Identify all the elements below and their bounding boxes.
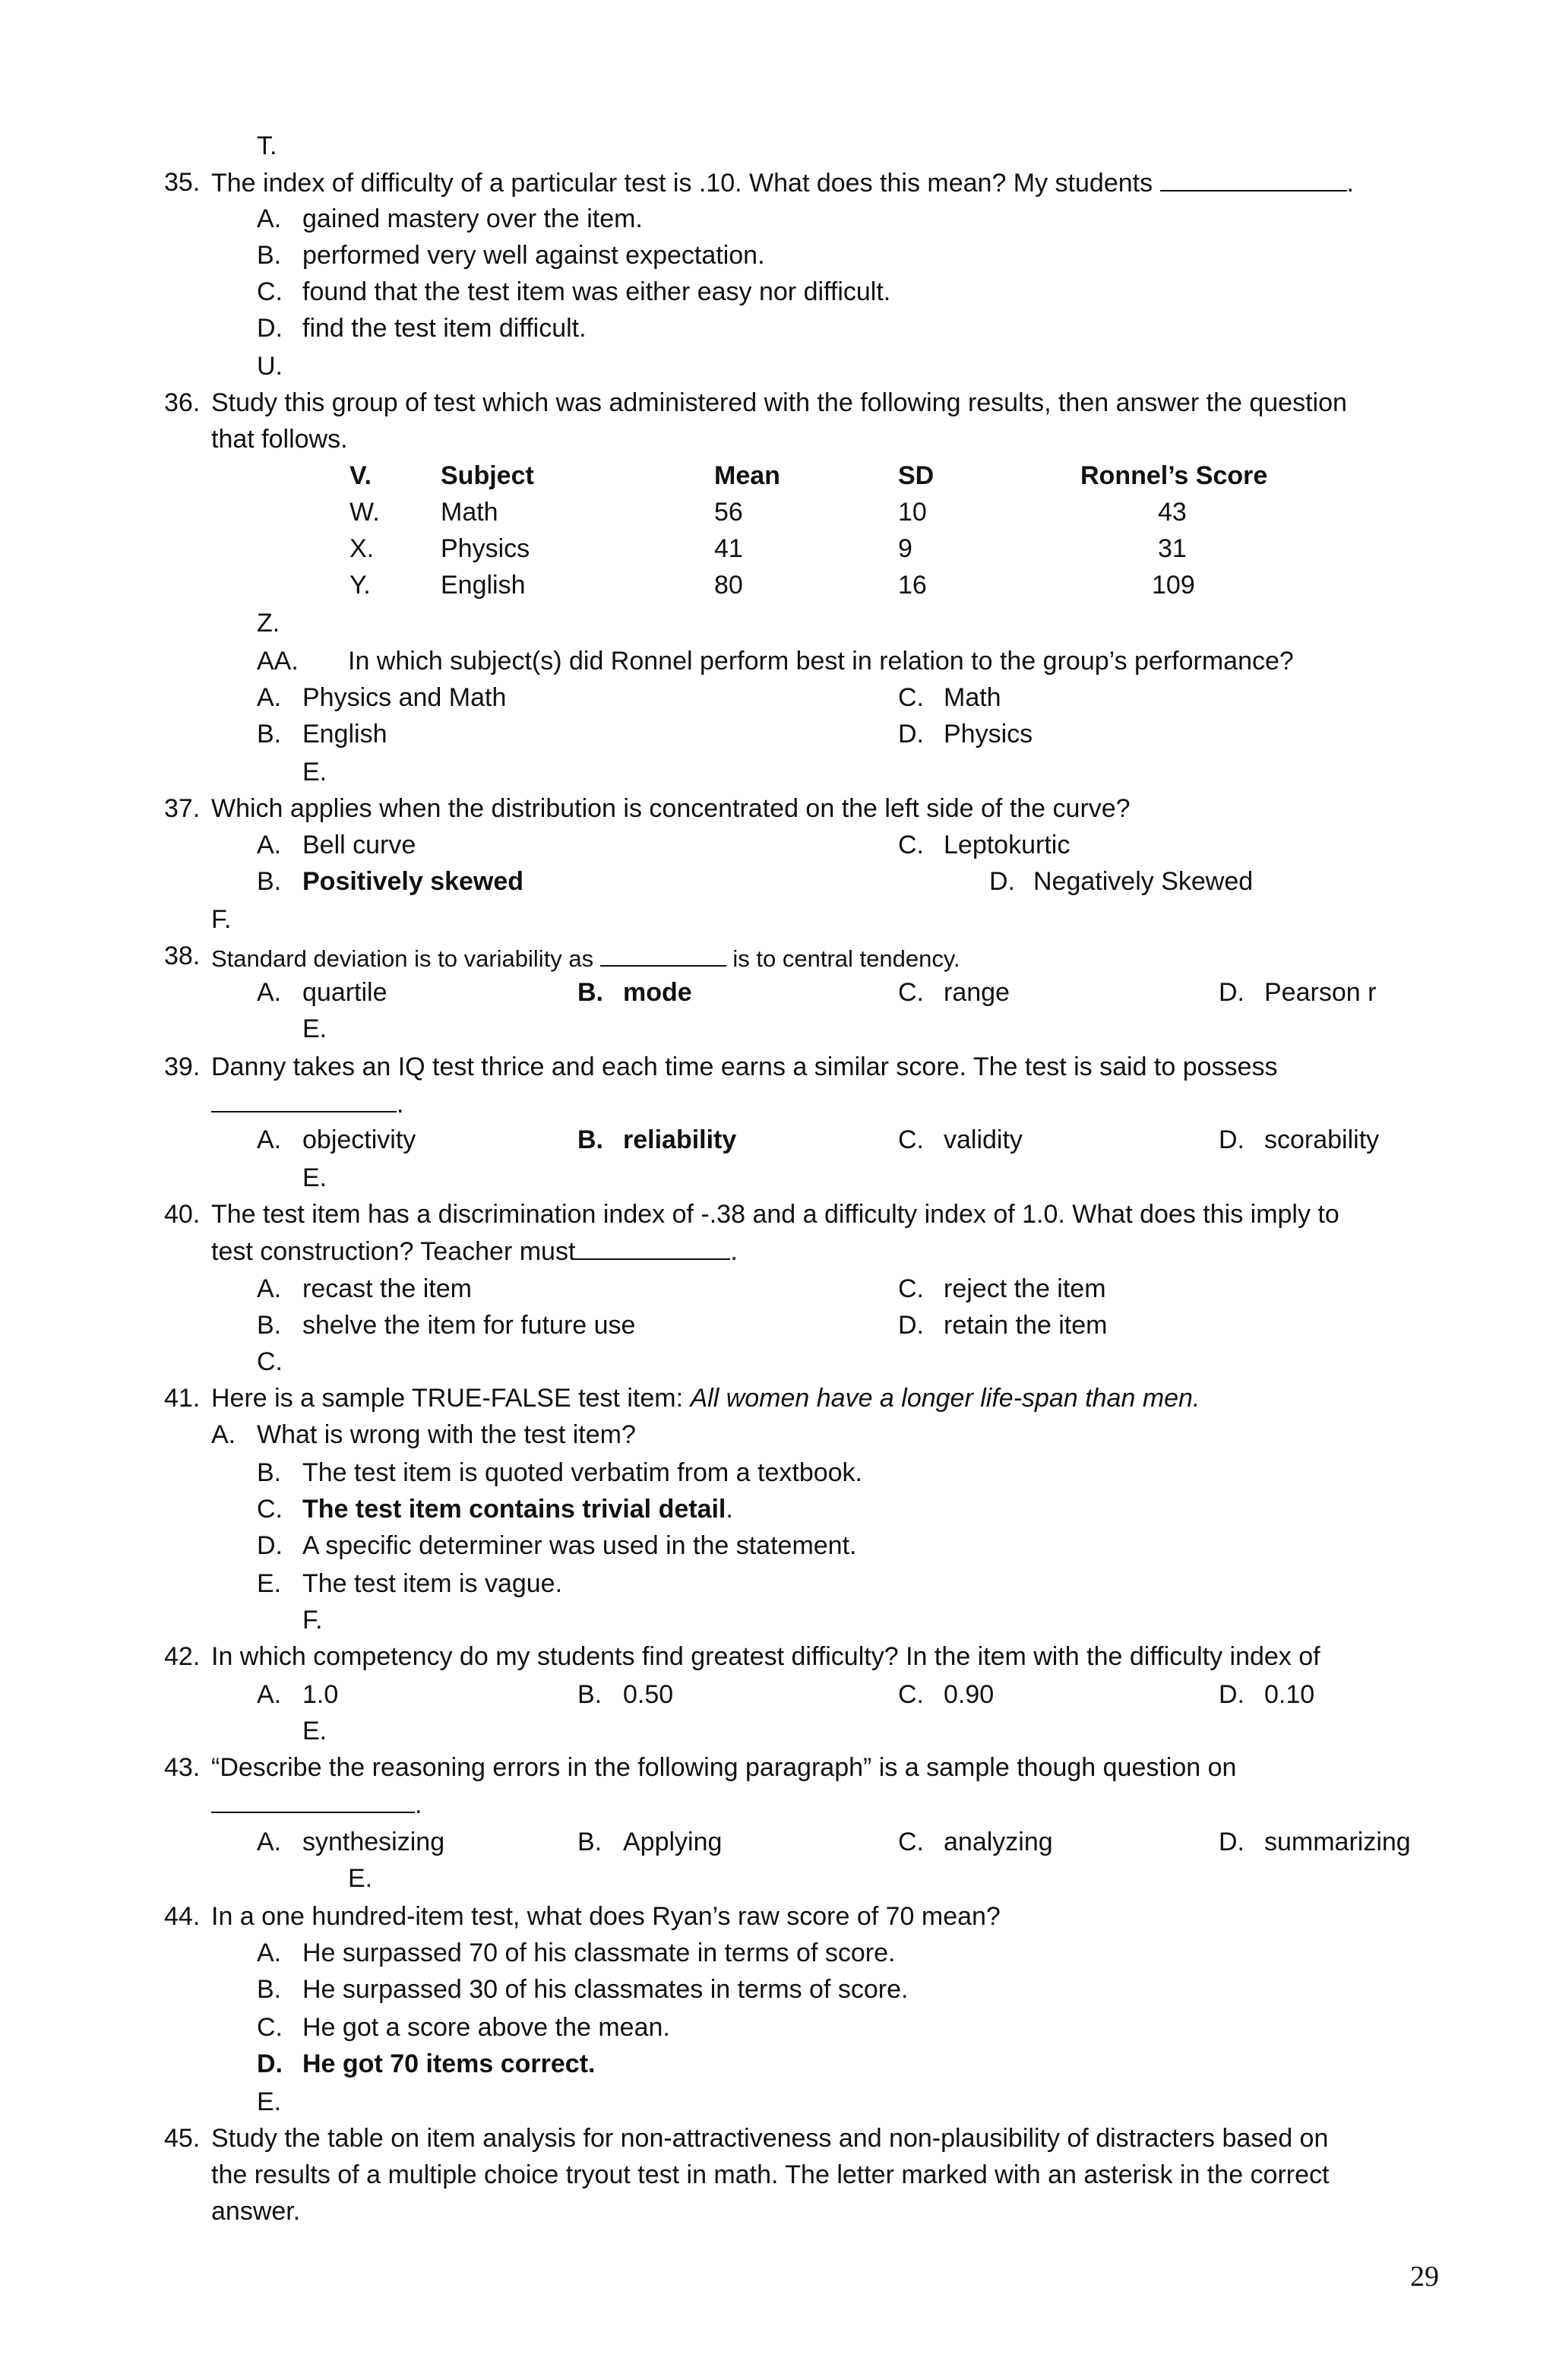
question-stem: In a one hundred-item test, what does Ryan’s raw score of 70 mean? bbox=[211, 1902, 1001, 1931]
choice-text: 0.90 bbox=[944, 1680, 995, 1709]
choice-letter: D. bbox=[898, 720, 924, 748]
choice-text: The test item contains trivial detail. bbox=[302, 1495, 733, 1524]
stray-letter: E. bbox=[302, 758, 327, 786]
choice-letter: D. bbox=[898, 1311, 924, 1340]
question-stem: “Describe the reasoning errors in the following paragraph” is a sample though question on bbox=[211, 1753, 1237, 1782]
question-stem: In which competency do my students find greatest difficulty? In the item with the difficulty index of bbox=[211, 1642, 1320, 1671]
choice-letter: D. bbox=[1219, 1125, 1244, 1154]
stray-letter: T. bbox=[257, 131, 277, 160]
choice-letter: C. bbox=[898, 1274, 924, 1303]
question-number: 36. bbox=[164, 388, 201, 417]
choice-text: Physics bbox=[944, 720, 1033, 748]
answer-blank bbox=[211, 1088, 397, 1112]
choice-text: The test item is vague. bbox=[302, 1569, 563, 1598]
question-number: 41. bbox=[164, 1384, 201, 1413]
question-stem: Study this group of test which was administered with the following results, then answer the question bbox=[211, 388, 1347, 417]
answer-blank bbox=[211, 1789, 415, 1813]
table-header-cell: SD bbox=[898, 461, 935, 490]
choice-letter: B. bbox=[257, 1975, 282, 2004]
choice-text: range bbox=[944, 978, 1010, 1007]
choice-letter: D. bbox=[257, 314, 283, 343]
choice-letter: A. bbox=[257, 1828, 282, 1856]
question-stem: Standard deviation is to variability as is to central tendency. bbox=[211, 942, 960, 974]
choice-letter: A. bbox=[257, 1274, 282, 1303]
sample-item: All women have a longer life-span than men. bbox=[690, 1384, 1200, 1413]
question-stem: The index of difficulty of a particular test is .10. What does this mean? My students . bbox=[211, 169, 1354, 198]
choice-letter: C. bbox=[257, 2013, 283, 2042]
choice-text: summarizing bbox=[1264, 1828, 1411, 1856]
question-stem-cont: the results of a multiple choice tryout test in math. The letter marked with an asterisk in the correct bbox=[211, 2160, 1330, 2189]
table-header-cell: Ronnel’s Score bbox=[1080, 461, 1268, 490]
choice-text: He surpassed 30 of his classmates in terms of score. bbox=[302, 1975, 909, 2004]
choice-text: reject the item bbox=[944, 1274, 1106, 1303]
question-number: 44. bbox=[164, 1902, 201, 1931]
stray-letter: C. bbox=[257, 1347, 283, 1376]
choice-text: Applying bbox=[623, 1828, 723, 1856]
choice-letter: D. bbox=[257, 2049, 283, 2078]
choice-text: find the test item difficult. bbox=[302, 314, 587, 343]
stray-letter: U. bbox=[257, 352, 283, 381]
table-cell: Physics bbox=[441, 534, 530, 563]
table-cell: X. bbox=[349, 534, 375, 563]
choice-text: Math bbox=[944, 683, 1001, 712]
choice-text: validity bbox=[944, 1125, 1023, 1154]
table-cell: 43 bbox=[1158, 498, 1187, 527]
choice-letter: A. bbox=[257, 1680, 282, 1709]
question-number: 35. bbox=[164, 168, 201, 197]
page-number: 29 bbox=[1410, 2261, 1439, 2293]
table-cell: W. bbox=[349, 498, 380, 527]
question-number: 40. bbox=[164, 1200, 201, 1229]
choice-text: objectivity bbox=[302, 1125, 416, 1154]
question-stem: Study the table on item analysis for non-attractiveness and non-plausibility of distracters based on bbox=[211, 2124, 1329, 2153]
choice-letter: A. bbox=[257, 1938, 282, 1967]
choice-letter: C. bbox=[898, 978, 924, 1007]
sub-question: What is wrong with the test item? bbox=[257, 1420, 636, 1449]
choice-letter: D. bbox=[1219, 1828, 1244, 1856]
choice-letter: D. bbox=[1219, 978, 1244, 1007]
question-number: 39. bbox=[164, 1052, 201, 1081]
choice-text: He surpassed 70 of his classmate in terms of score. bbox=[302, 1938, 896, 1967]
table-cell: 56 bbox=[714, 498, 743, 527]
choice-text-bold: mode bbox=[623, 978, 692, 1007]
choice-text: 1.0 bbox=[302, 1680, 339, 1709]
question-number: 45. bbox=[164, 2124, 201, 2153]
table-cell: 41 bbox=[714, 534, 743, 563]
question-stem: Danny takes an IQ test thrice and each time earns a similar score. The test is said to possess bbox=[211, 1052, 1278, 1081]
choice-letter: B. bbox=[257, 720, 282, 748]
choice-text: shelve the item for future use bbox=[302, 1311, 636, 1340]
table-cell: 9 bbox=[898, 534, 912, 563]
choice-text: performed very well against expectation. bbox=[302, 241, 765, 270]
choice-letter: B. bbox=[257, 1311, 282, 1340]
answer-blank bbox=[1160, 167, 1347, 191]
stray-letter: F. bbox=[211, 905, 232, 934]
table-header-cell: V. bbox=[349, 461, 372, 490]
choice-letter: A. bbox=[257, 683, 282, 712]
question-stem: The test item has a discrimination index of -.38 and a difficulty index of 1.0. What does this imply to bbox=[211, 1200, 1339, 1229]
choice-text: recast the item bbox=[302, 1274, 472, 1303]
table-header-cell: Subject bbox=[441, 461, 534, 490]
choice-letter: C. bbox=[898, 1828, 924, 1856]
choice-letter: D. bbox=[1219, 1680, 1244, 1709]
choice-text-bold: The test item contains trivial detail bbox=[302, 1495, 726, 1524]
choice-letter: C. bbox=[257, 277, 283, 306]
stray-letter: E. bbox=[257, 2087, 282, 2116]
choice-letter: E. bbox=[257, 1569, 282, 1598]
question-stem-cont: . bbox=[211, 1789, 422, 1820]
sub-letter: AA. bbox=[257, 647, 299, 676]
choice-letter: B. bbox=[257, 1458, 282, 1487]
choice-letter: A. bbox=[257, 204, 282, 233]
choice-letter: C. bbox=[257, 1495, 283, 1524]
choice-text: The test item is quoted verbatim from a textbook. bbox=[302, 1458, 862, 1487]
table-header-cell: Mean bbox=[714, 461, 780, 490]
answer-blank bbox=[600, 942, 726, 967]
choice-text: He got a score above the mean. bbox=[302, 2013, 670, 2042]
table-cell: English bbox=[441, 571, 526, 600]
choice-text: Leptokurtic bbox=[944, 831, 1071, 859]
choice-letter: B. bbox=[577, 1125, 603, 1154]
question-number: 42. bbox=[164, 1642, 201, 1671]
question-stem-cont: answer. bbox=[211, 2197, 301, 2226]
question-stem: Which applies when the distribution is concentrated on the left side of the curve? bbox=[211, 794, 1131, 823]
table-cell: Y. bbox=[349, 571, 371, 600]
choice-text: A specific determiner was used in the statement. bbox=[302, 1531, 857, 1560]
question-stem: Here is a sample TRUE-FALSE test item: All women have a longer life-span than men. bbox=[211, 1384, 1200, 1413]
choice-text-bold: Positively skewed bbox=[302, 867, 524, 896]
choice-text: gained mastery over the item. bbox=[302, 204, 643, 233]
question-number: 38. bbox=[164, 942, 201, 970]
choice-letter: B. bbox=[577, 1680, 602, 1709]
stray-letter: E. bbox=[348, 1864, 373, 1893]
choice-letter: A. bbox=[257, 831, 282, 859]
choice-letter: B. bbox=[257, 867, 282, 896]
question-stem-cont: test construction? Teacher must . bbox=[211, 1237, 738, 1266]
choice-text: Pearson r bbox=[1264, 978, 1377, 1007]
choice-text: synthesizing bbox=[302, 1828, 445, 1856]
stray-letter: E. bbox=[302, 1014, 327, 1043]
choice-text-bold: reliability bbox=[623, 1125, 737, 1154]
choice-letter: C. bbox=[898, 1125, 924, 1154]
choice-text: Negatively Skewed bbox=[1033, 867, 1254, 896]
choice-letter: A. bbox=[257, 1125, 282, 1154]
choice-text: 0.50 bbox=[623, 1680, 674, 1709]
question-number: 37. bbox=[164, 794, 201, 823]
table-cell: 109 bbox=[1152, 571, 1195, 600]
question-stem-cont: that follows. bbox=[211, 425, 348, 454]
choice-letter: C. bbox=[898, 683, 924, 712]
choice-text: English bbox=[302, 720, 387, 748]
table-cell: 10 bbox=[898, 498, 927, 527]
choice-letter: B. bbox=[577, 1828, 602, 1856]
choice-text: quartile bbox=[302, 978, 387, 1007]
table-cell: 31 bbox=[1158, 534, 1187, 563]
sub-letter: A. bbox=[211, 1420, 236, 1449]
choice-letter: B. bbox=[257, 241, 282, 270]
choice-letter: D. bbox=[257, 1531, 283, 1560]
stray-letter: E. bbox=[302, 1163, 327, 1192]
choice-text: Physics and Math bbox=[302, 683, 507, 712]
table-cell: 80 bbox=[714, 571, 743, 600]
choice-letter: C. bbox=[898, 1680, 924, 1709]
sub-question: In which subject(s) did Ronnel perform best in relation to the group’s performance? bbox=[348, 647, 1294, 676]
choice-letter: D. bbox=[989, 867, 1015, 896]
stray-letter: Z. bbox=[257, 609, 280, 638]
answer-blank bbox=[575, 1236, 730, 1260]
stray-letter: E. bbox=[302, 1717, 327, 1745]
table-cell: 16 bbox=[898, 571, 927, 600]
stray-letter: F. bbox=[302, 1606, 323, 1635]
choice-letter: C. bbox=[898, 831, 924, 859]
choice-text: found that the test item was either easy nor difficult. bbox=[302, 277, 891, 306]
table-cell: Math bbox=[441, 498, 498, 527]
choice-text: analyzing bbox=[944, 1828, 1053, 1856]
choice-text: retain the item bbox=[944, 1311, 1108, 1340]
choice-letter: A. bbox=[257, 978, 282, 1007]
question-number: 43. bbox=[164, 1753, 201, 1782]
question-stem-cont: . bbox=[211, 1088, 403, 1119]
choice-text: scorability bbox=[1264, 1125, 1380, 1154]
choice-text-bold: He got 70 items correct. bbox=[302, 2049, 596, 2078]
choice-letter: B. bbox=[577, 978, 603, 1007]
choice-text: 0.10 bbox=[1264, 1680, 1315, 1709]
choice-text: Bell curve bbox=[302, 831, 416, 859]
